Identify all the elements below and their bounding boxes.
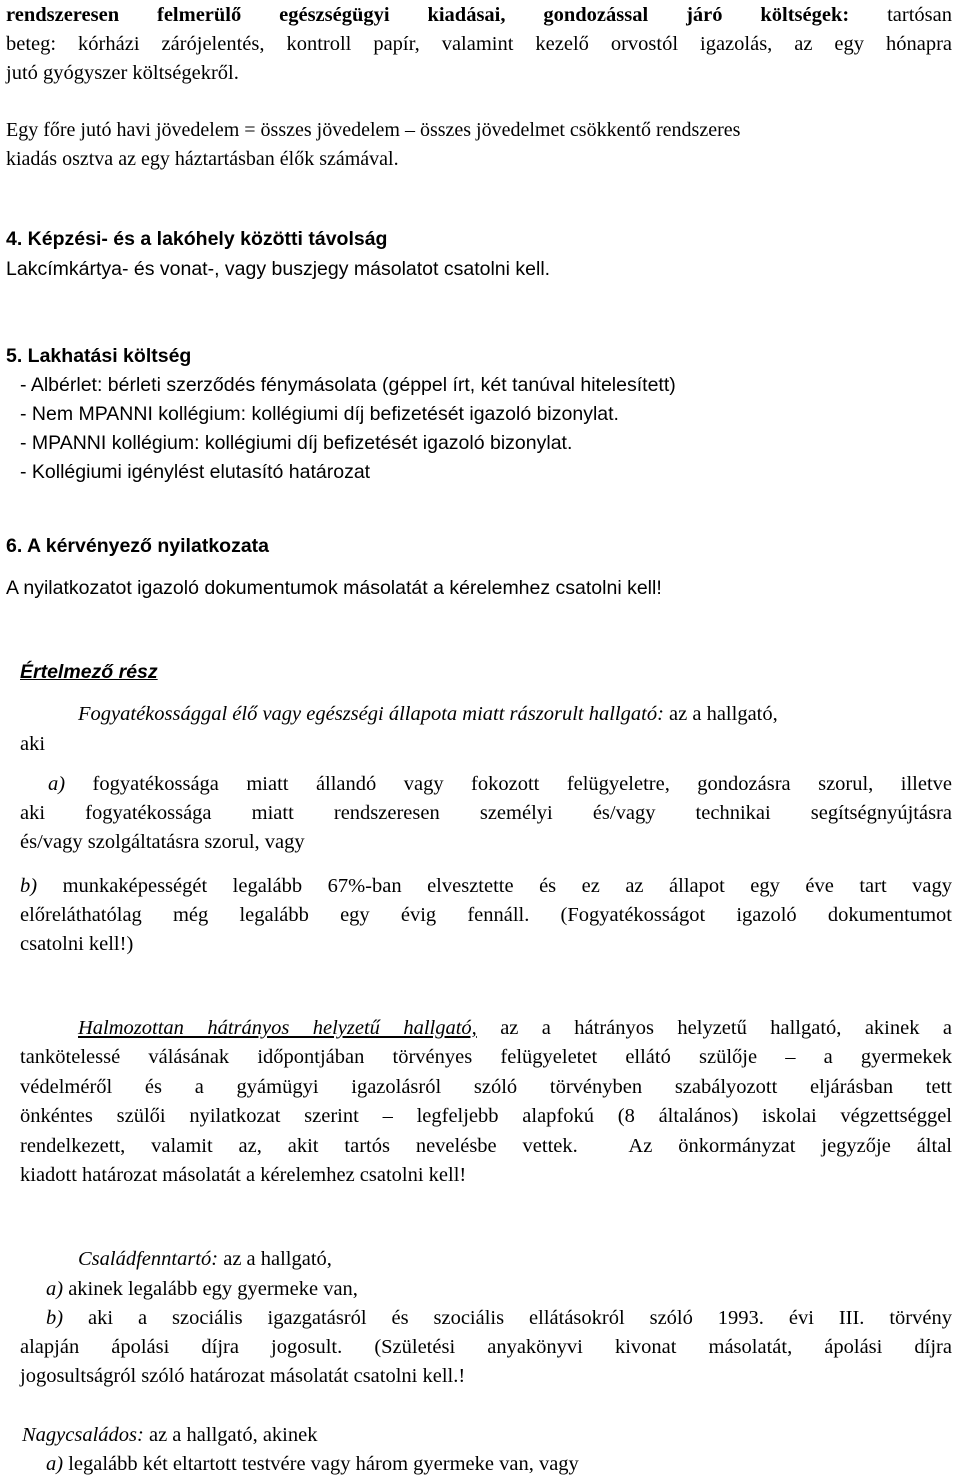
section-5-heading: 5. Lakhatási költség bbox=[6, 345, 192, 367]
hh-line-1: Halmozottan hátrányos helyzetű hallgató, az a hátrányos helyzetű hallgató, akinek a bbox=[78, 1017, 952, 1039]
list-marker: b) bbox=[46, 1307, 64, 1329]
section-5-item: - Nem MPANNI kollégium: kollégiumi díj befizetését igazoló bizonylat. bbox=[20, 403, 619, 425]
disability-cont: aki bbox=[20, 733, 46, 755]
breadwinner-b-line-2: alapján ápolási díjra jogosult. (Születési anyakönyvi kivonat másolatát, ápolási díjra bbox=[20, 1336, 952, 1358]
section-5-item: - Kollégiumi igénylést elutasító határozat bbox=[20, 461, 371, 483]
disability-a-line-2: aki fogyatékossága miatt rendszeresen személyi és/vagy technikai segítségnyújtásra bbox=[20, 802, 952, 824]
health-expenses-line-3: jutó gyógyszer költségekről. bbox=[6, 62, 239, 84]
health-expenses-heading: rendszeresen felmerülő egészségügyi kiadásai, gondozással járó költségek: bbox=[6, 4, 850, 26]
large-family-term: Nagycsaládos: bbox=[22, 1424, 144, 1446]
disability-b-line-2: előreláthatólag még legalább egy évig fennáll. (Fogyatékosságot igazoló dokumentumot bbox=[20, 904, 952, 926]
income-formula-line-1: Egy főre jutó havi jövedelem = összes jövedelem – összes jövedelmet csökkentő rendszeres bbox=[6, 119, 741, 141]
health-expenses-line-2: beteg: kórházi zárójelentés, kontroll papír, valamint kezelő orvostól igazolás, az egy hónapra bbox=[6, 33, 952, 55]
interpretation-title: Értelmező rész bbox=[20, 661, 158, 683]
hh-line-5: rendelkezett, valamit az, akit tartós nevelésbe vettek. Az önkormányzat jegyzője által bbox=[20, 1135, 952, 1157]
hh-line-6: kiadott határozat másolatát a kérelemhez csatolni kell! bbox=[20, 1164, 467, 1186]
section-6-text: A nyilatkozatot igazoló dokumentumok másolatát a kérelemhez csatolni kell! bbox=[6, 577, 662, 599]
breadwinner-b-line-1: b) aki a szociális igazgatásról és szociális ellátásokról szóló 1993. évi III. törvény bbox=[46, 1307, 952, 1329]
health-expenses-text: tartósan bbox=[849, 4, 952, 26]
breadwinner-b-line-3: jogosultságról szóló határozat másolatát csatolni kell.! bbox=[20, 1365, 466, 1387]
large-family-a: a) legalább két eltartott testvére vagy három gyermeke van, vagy bbox=[46, 1453, 579, 1475]
hh-line-4: önkéntes szülői nyilatkozat szerint – legfeljebb alapfokú (8 általános) iskolai végzettséggel bbox=[20, 1105, 952, 1127]
list-marker: a) bbox=[48, 773, 66, 795]
disability-b-line-3: csatolni kell!) bbox=[20, 933, 134, 955]
disability-a-line-3: és/vagy szolgáltatásra szorul, vagy bbox=[20, 831, 305, 853]
section-6-heading: 6. A kérvényező nyilatkozata bbox=[6, 535, 270, 557]
large-family-line: Nagycsaládos: az a hallgató, akinek bbox=[22, 1424, 318, 1446]
disability-definition-line bbox=[78, 701, 778, 727]
section-5-item: - Albérlet: bérleti szerződés fénymásolata (géppel írt, két tanúval hitelesített) bbox=[20, 374, 676, 396]
disability-term: Fogyatékossággal élő vagy egészségi állapota miatt rászorult hallgató: bbox=[78, 703, 664, 725]
hh-line-2: tankötelessé válásának időpontjában törvényes felügyeletet ellátó szülője – a gyermekek bbox=[20, 1046, 952, 1068]
list-marker: a) bbox=[46, 1278, 64, 1300]
section-5-item: - MPANNI kollégium: kollégiumi díj befizetését igazoló bizonylat. bbox=[20, 432, 573, 454]
disability-b-line-1: b) munkaképességét legalább 67%-ban elvesztette és ez az állapot egy éve tart vagy bbox=[20, 875, 952, 897]
list-marker: b) bbox=[20, 875, 38, 897]
breadwinner-a: a) akinek legalább egy gyermeke van, bbox=[46, 1278, 358, 1300]
hh-line-3: védelméről és a gyámügyi igazolásról szóló törvényben szabályozott eljárásban tett bbox=[20, 1076, 952, 1098]
health-expenses-line-1 bbox=[6, 2, 952, 28]
section-4-text: Lakcímkártya- és vonat-, vagy buszjegy másolatot csatolni kell. bbox=[6, 258, 551, 280]
income-formula-line-2: kiadás osztva az egy háztartásban élők számával. bbox=[6, 148, 399, 170]
breadwinner-line: Családfenntartó: az a hallgató, bbox=[78, 1248, 332, 1270]
list-marker: a) bbox=[46, 1453, 64, 1475]
disability-def: az a hallgató, bbox=[663, 703, 778, 725]
hh-term: Halmozottan hátrányos helyzetű hallgató, bbox=[78, 1017, 477, 1039]
section-4-heading: 4. Képzési- és a lakóhely közötti távolság bbox=[6, 228, 388, 250]
disability-a-line-1: a) fogyatékossága miatt állandó vagy fokozott felügyeletre, gondozásra szorul, illetve bbox=[48, 773, 952, 795]
breadwinner-term: Családfenntartó: bbox=[78, 1248, 219, 1270]
